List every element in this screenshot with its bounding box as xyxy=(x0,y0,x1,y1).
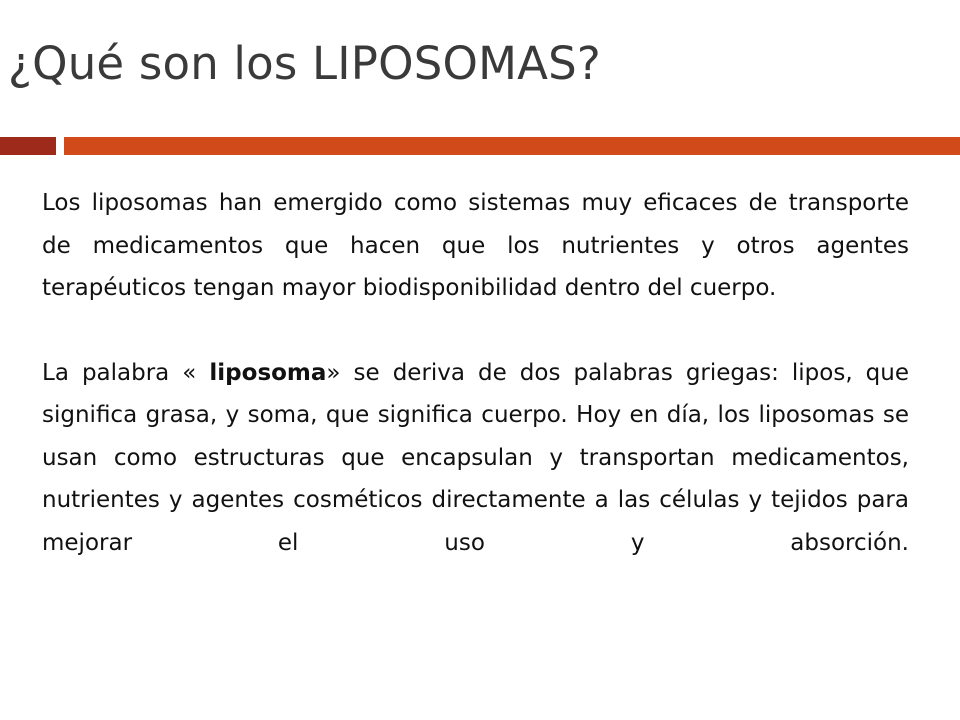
title-accent-bar-right xyxy=(64,137,960,155)
slide-body xyxy=(42,182,909,564)
title-accent-bar-left xyxy=(0,137,56,155)
etymology-body-text: » se deriva de dos palabras griegas: lipos, que significa grasa, y soma, que significa cuerpo. Hoy en día, los liposomas se usan como estructuras que encapsulan y transportan medicamentos, nutrientes y agentes cosméticos directamente a las células y tejidos para mejorar el uso y absorción. xyxy=(42,359,909,556)
paragraph-etymology xyxy=(42,352,909,565)
paragraph-definition: Los liposomas han emergido como sistemas muy eficaces de transporte de medicamentos que hacen que los nutrientes y otros agentes terapéuticos tengan mayor biodisponibilidad dentro del cuerpo. xyxy=(42,190,909,301)
slide-title: ¿Qué son los LIPOSOMAS? xyxy=(8,37,601,90)
etymology-intro-text: La palabra « xyxy=(42,359,210,386)
liposoma-term: liposoma xyxy=(209,359,327,386)
